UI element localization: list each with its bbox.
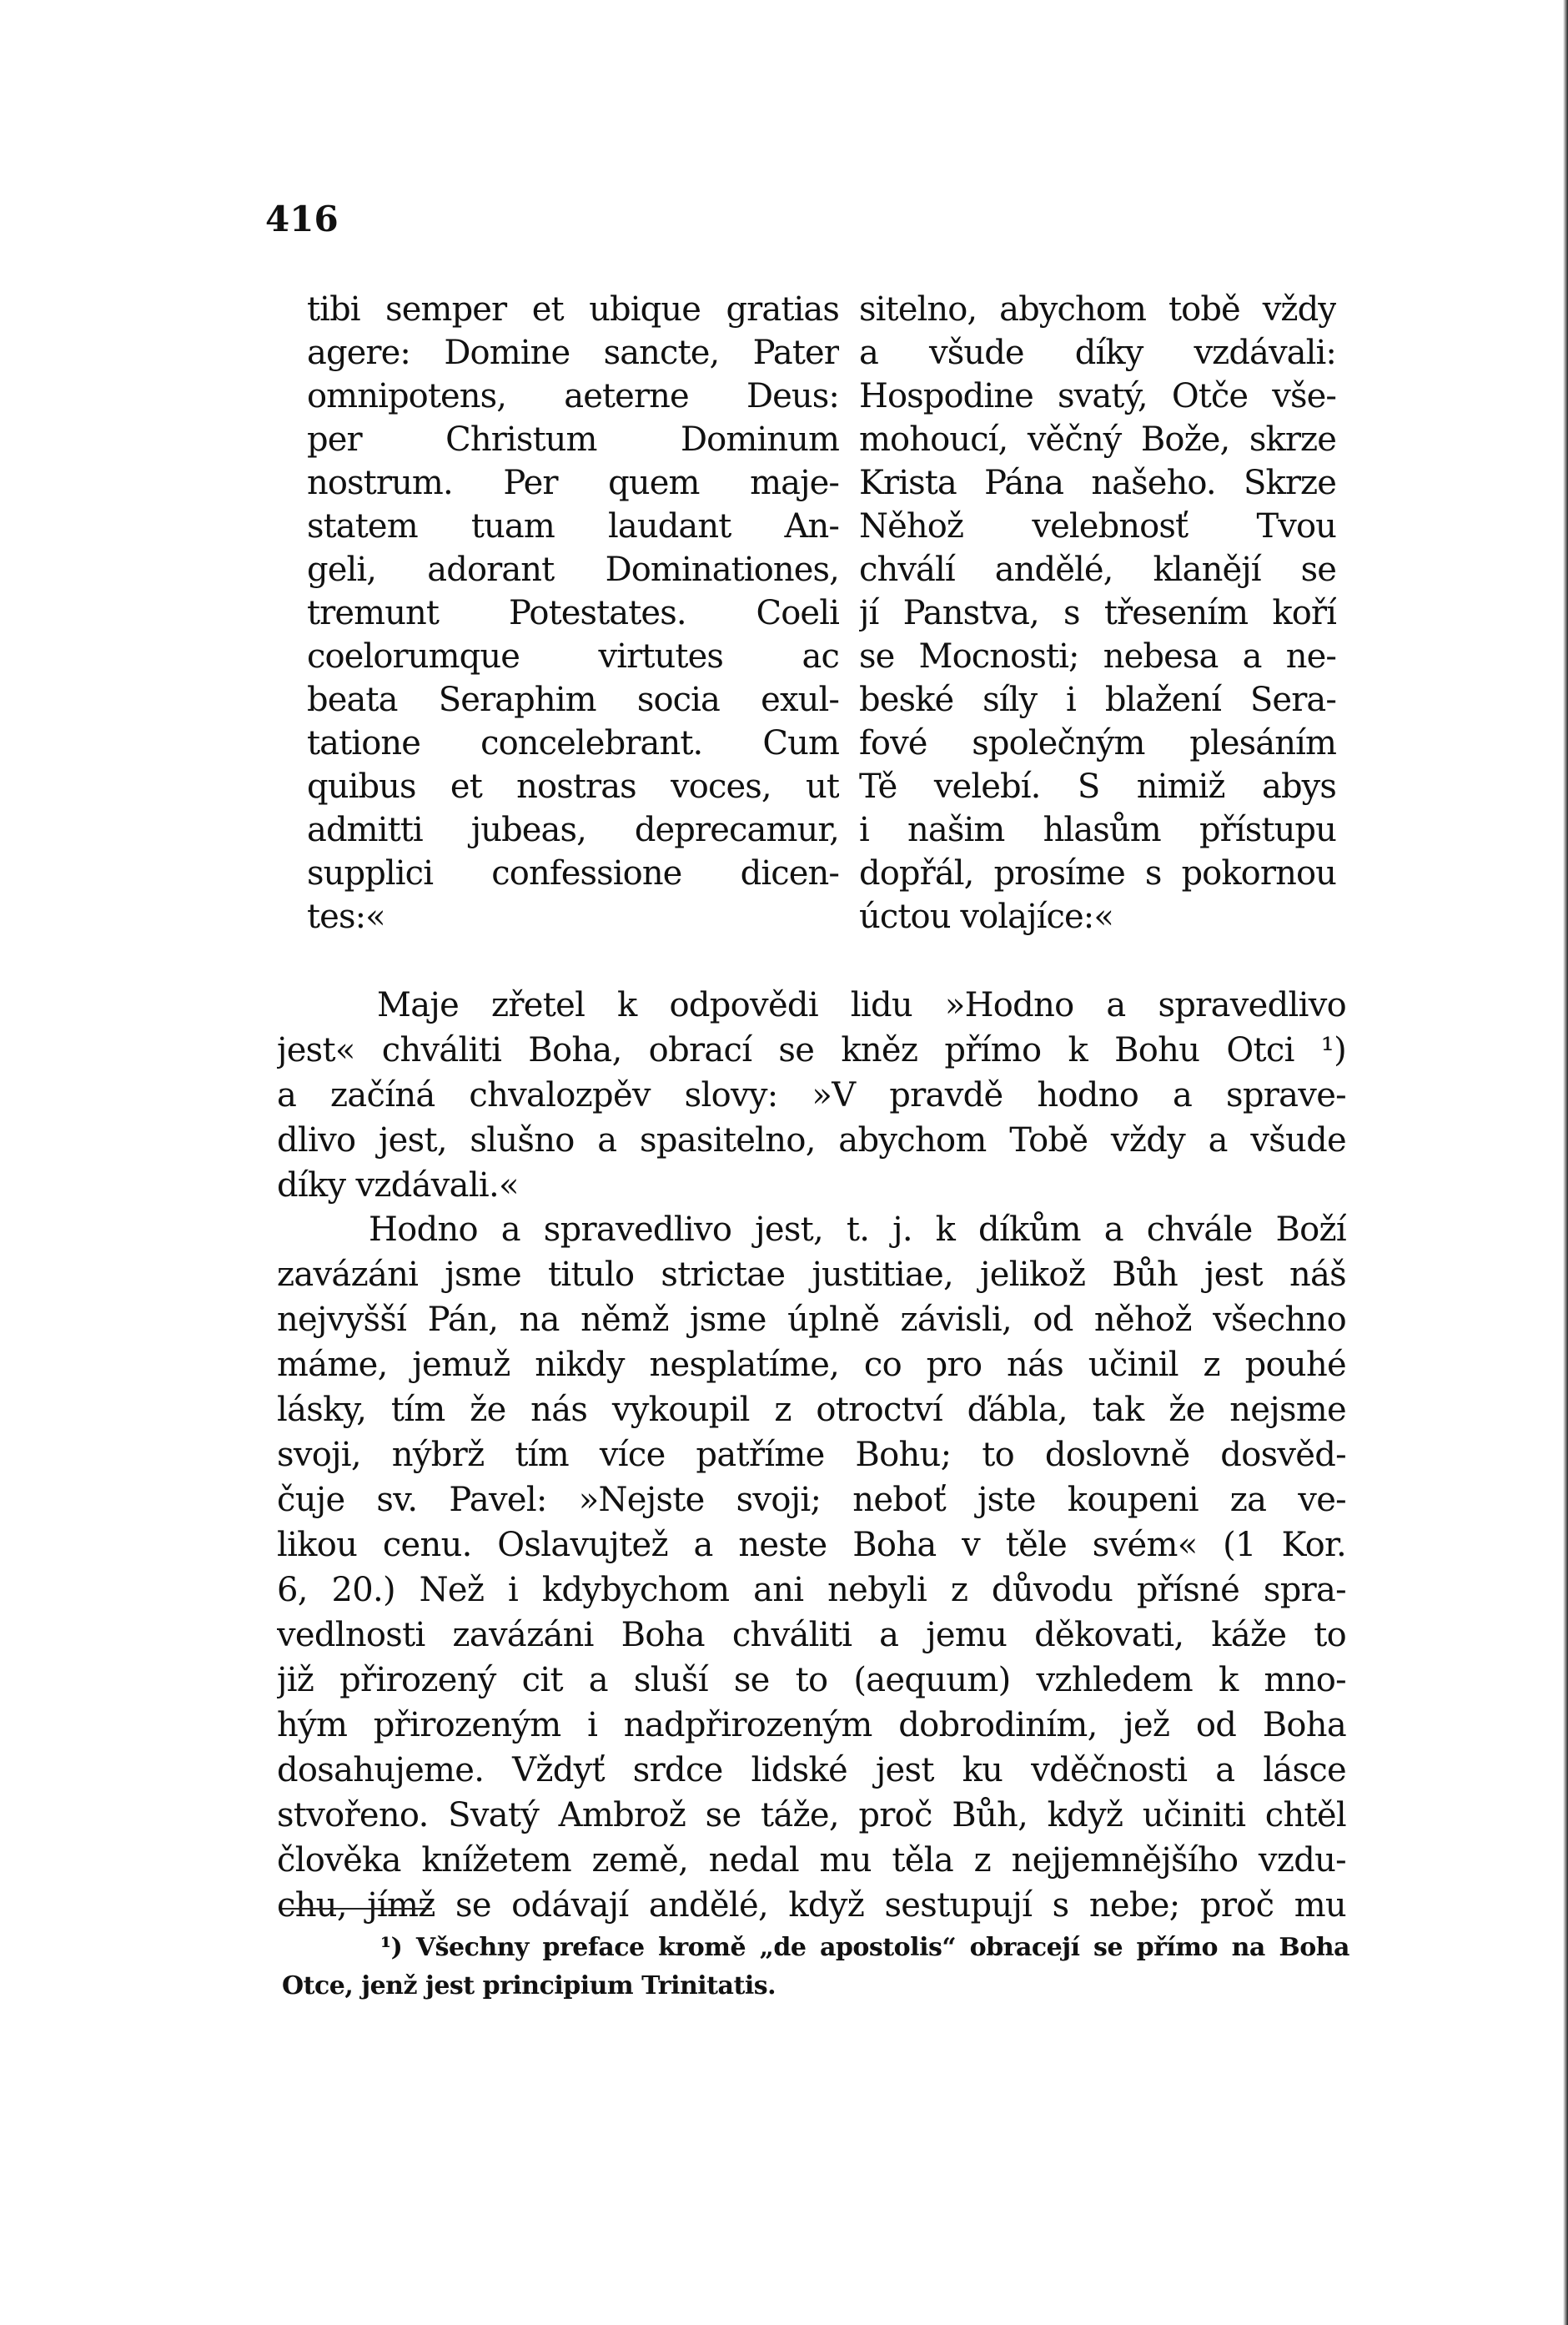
latin-line: beata Seraphim socia exul-	[307, 681, 839, 719]
czech-line: Krista Pána našeho. Skrze	[859, 464, 1336, 502]
czech-line: a všude díky vzdávali:	[859, 334, 1336, 372]
paragraph-line: Maje zřetel k odpovědi lidu »Hodno a spravedlivo	[377, 986, 1346, 1024]
latin-line: tremunt Potestates. Coeli	[307, 594, 839, 632]
page-number: 416	[265, 199, 339, 239]
latin-text-column	[307, 288, 839, 939]
czech-line: i našim hlasům přístupu	[859, 811, 1336, 849]
czech-line: Něhož velebnosť Tvou	[859, 507, 1336, 546]
paragraph-preface-intro	[277, 983, 1346, 1208]
footnote-line: ¹) Všechny preface kromě „de apostolis“ obracejí se přímo na Boha	[380, 1933, 1349, 1962]
paragraph-line: chu, jímž se odávají andělé, když sestupují s nebe; proč mu	[277, 1886, 1346, 1925]
footnote-divider	[282, 1908, 432, 1910]
czech-text-column	[859, 288, 1336, 939]
paragraph-line: stvořeno. Svatý Ambrož se táže, proč Bůh, když učiniti chtěl	[277, 1796, 1346, 1834]
czech-line: Hospodine svatý, Otče vše-	[859, 377, 1336, 415]
paragraph-line: hým přirozeným i nadpřirozeným dobrodiním, jež od Boha	[277, 1706, 1346, 1744]
czech-line: mohoucí, věčný Bože, skrze	[859, 420, 1336, 459]
paragraph-line: jest« chváliti Boha, obrací se kněz přímo k Bohu Otci ¹)	[277, 1031, 1346, 1069]
czech-line: fové společným plesáním	[859, 724, 1336, 762]
czech-line: beské síly i blažení Sera-	[859, 681, 1336, 719]
latin-line: tibi semper et ubique gratias	[307, 290, 839, 329]
latin-line: statem tuam laudant An-	[307, 507, 839, 546]
czech-line: sitelno, abychom tobě vždy	[859, 290, 1336, 329]
footnote	[282, 1929, 1349, 2005]
paragraph-line: Hodno a spravedlivo jest, t. j. k díkům a chvále Boží	[369, 1210, 1346, 1249]
paragraph-line: čuje sv. Pavel: »Nejste svoji; neboť jste koupeni za ve-	[277, 1481, 1346, 1519]
paragraph-line: likou cenu. Oslavujtež a neste Boha v těle svém« (1 Kor.	[277, 1526, 1346, 1564]
paragraph-line: dlivo jest, slušno a spasitelno, abychom Tobě vždy a všude	[277, 1121, 1346, 1160]
latin-line: quibus et nostras voces, ut	[307, 767, 839, 806]
paragraph-line: a začíná chvalozpěv slovy: »V pravdě hodno a sprave-	[277, 1076, 1346, 1115]
latin-line: per Christum Dominum	[307, 420, 839, 459]
latin-line: geli, adorant Dominationes,	[307, 551, 839, 589]
czech-line: úctou volajíce:«	[859, 898, 1113, 936]
czech-line: se Mocnosti; nebesa a ne-	[859, 637, 1336, 676]
paragraph-line: vedlnosti zavázáni Boha chváliti a jemu děkovati, káže to	[277, 1616, 1346, 1654]
czech-line: jí Panstva, s třesením koří	[859, 594, 1336, 632]
latin-line: omnipotens, aeterne Deus:	[307, 377, 839, 415]
latin-line: coelorumque virtutes ac	[307, 637, 839, 676]
page-binding-edge	[1563, 0, 1568, 2325]
paragraph-line: 6, 20.) Než i kdybychom ani nebyli z důvodu přísné spra-	[277, 1571, 1346, 1609]
latin-line: supplici confessione dicen-	[307, 854, 839, 893]
paragraph-line: lásky, tím že nás vykoupil z otroctví ďábla, tak že nejsme	[277, 1391, 1346, 1429]
latin-line: tatione concelebrant. Cum	[307, 724, 839, 762]
paragraph-line: již přirozený cit a sluší se to (aequum) vzhledem k mno-	[277, 1661, 1346, 1699]
paragraph-line: dosahujeme. Vždyť srdce lidské jest ku vděčnosti a lásce	[277, 1751, 1346, 1789]
paragraph-line: svoji, nýbrž tím více patříme Bohu; to doslovně dosvěd-	[277, 1436, 1346, 1474]
latin-line: nostrum. Per quem maje-	[307, 464, 839, 502]
czech-line: dopřál, prosíme s pokornou	[859, 854, 1336, 893]
footnote-line: Otce, jenž jest principium Trinitatis.	[282, 1971, 776, 2000]
paragraph-hodno-explanation	[277, 1207, 1346, 1928]
paragraph-line: díky vzdávali.«	[277, 1166, 519, 1205]
czech-line: Tě velebí. S nimiž abys	[859, 767, 1336, 806]
latin-line: agere: Domine sancte, Pater	[307, 334, 839, 372]
latin-line: admitti jubeas, deprecamur,	[307, 811, 839, 849]
paragraph-line: člověka knížetem země, nedal mu těla z nejjemnějšího vzdu-	[277, 1841, 1346, 1880]
paragraph-line: nejvyšší Pán, na němž jsme úplně závisli, od něhož všechno	[277, 1301, 1346, 1339]
czech-line: chválí andělé, klanějí se	[859, 551, 1336, 589]
latin-line: tes:«	[307, 898, 385, 936]
paragraph-line: máme, jemuž nikdy nesplatíme, co pro nás učinil z pouhé	[277, 1346, 1346, 1384]
paragraph-line: zavázáni jsme titulo strictae justitiae, jelikož Bůh jest náš	[277, 1256, 1346, 1294]
